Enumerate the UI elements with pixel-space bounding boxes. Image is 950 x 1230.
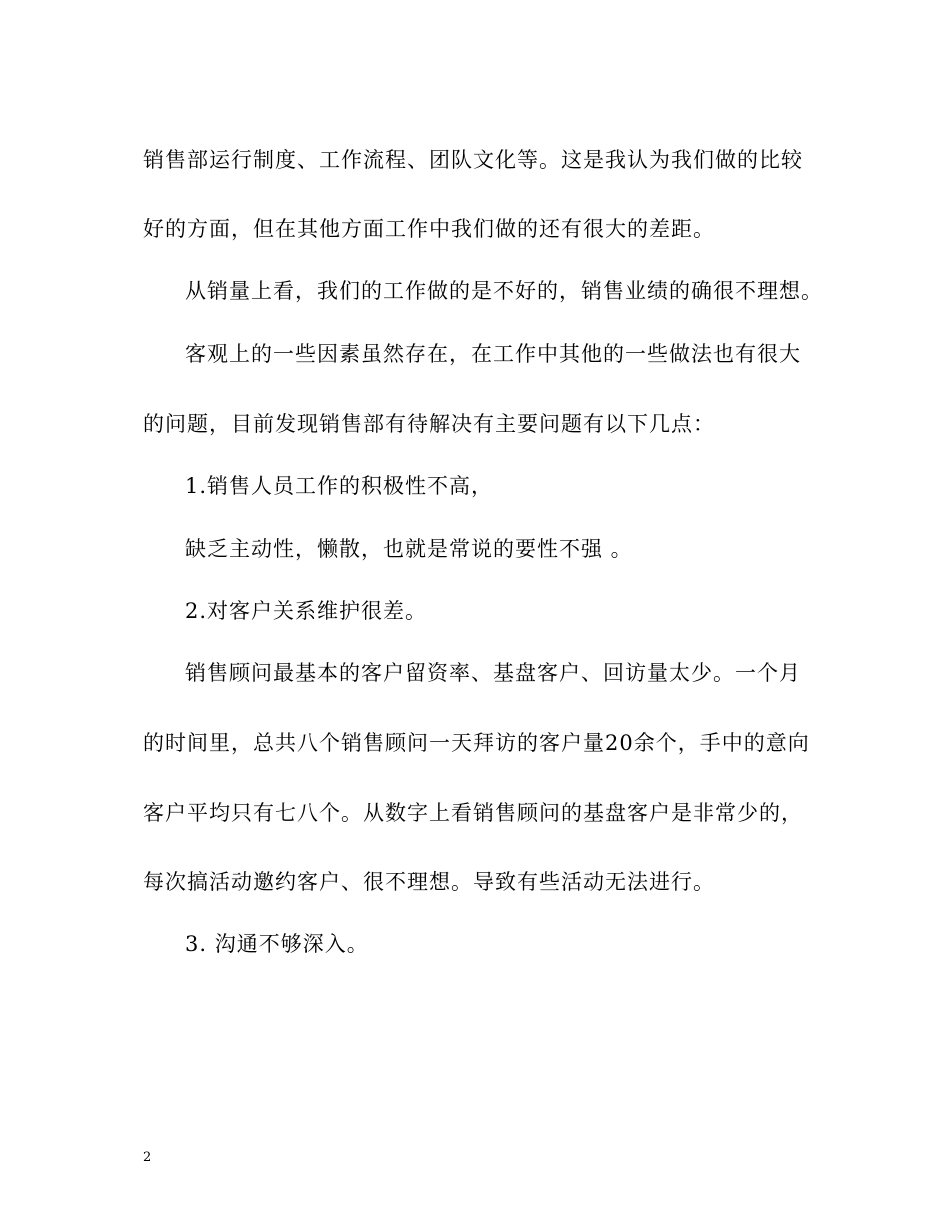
list-item-heading: 3. 沟通不够深入。 bbox=[185, 932, 369, 956]
body-text-line: 好的方面，但在其他方面工作中我们做的还有很大的差距。 bbox=[143, 217, 715, 241]
body-text-line: 客户平均只有七八个。从数字上看销售顾问的基盘客户是非常少的， bbox=[143, 801, 803, 825]
page-number: 2 bbox=[143, 1150, 152, 1165]
body-text-line: 客观上的一些因素虽然存在，在工作中其他的一些做法也有很大 bbox=[185, 342, 801, 366]
body-text-line: 的问题，目前发现销售部有待解决有主要问题有以下几点： bbox=[143, 412, 715, 436]
body-text-line: 的时间里，总共八个销售顾问一天拜访的客户量20余个，手中的意向 bbox=[143, 731, 810, 755]
body-text-line: 每次搞活动邀约客户、很不理想。导致有些活动无法进行。 bbox=[143, 870, 715, 894]
list-item-heading: 1.销售人员工作的积极性不高， bbox=[185, 474, 494, 498]
body-text-line: 缺乏主动性，懒散，也就是常说的要性不强 。 bbox=[185, 537, 633, 561]
list-item-heading: 2.对客户关系维护很差。 bbox=[185, 599, 428, 623]
body-text-line: 从销量上看，我们的工作做的是不好的，销售业绩的确很不理想。 bbox=[185, 279, 823, 303]
body-text-line: 销售部运行制度、工作流程、团队文化等。这是我认为我们做的比较 bbox=[143, 148, 803, 172]
body-text-line: 销售顾问最基本的客户留资率、基盘客户、回访量太少。一个月 bbox=[185, 661, 801, 685]
